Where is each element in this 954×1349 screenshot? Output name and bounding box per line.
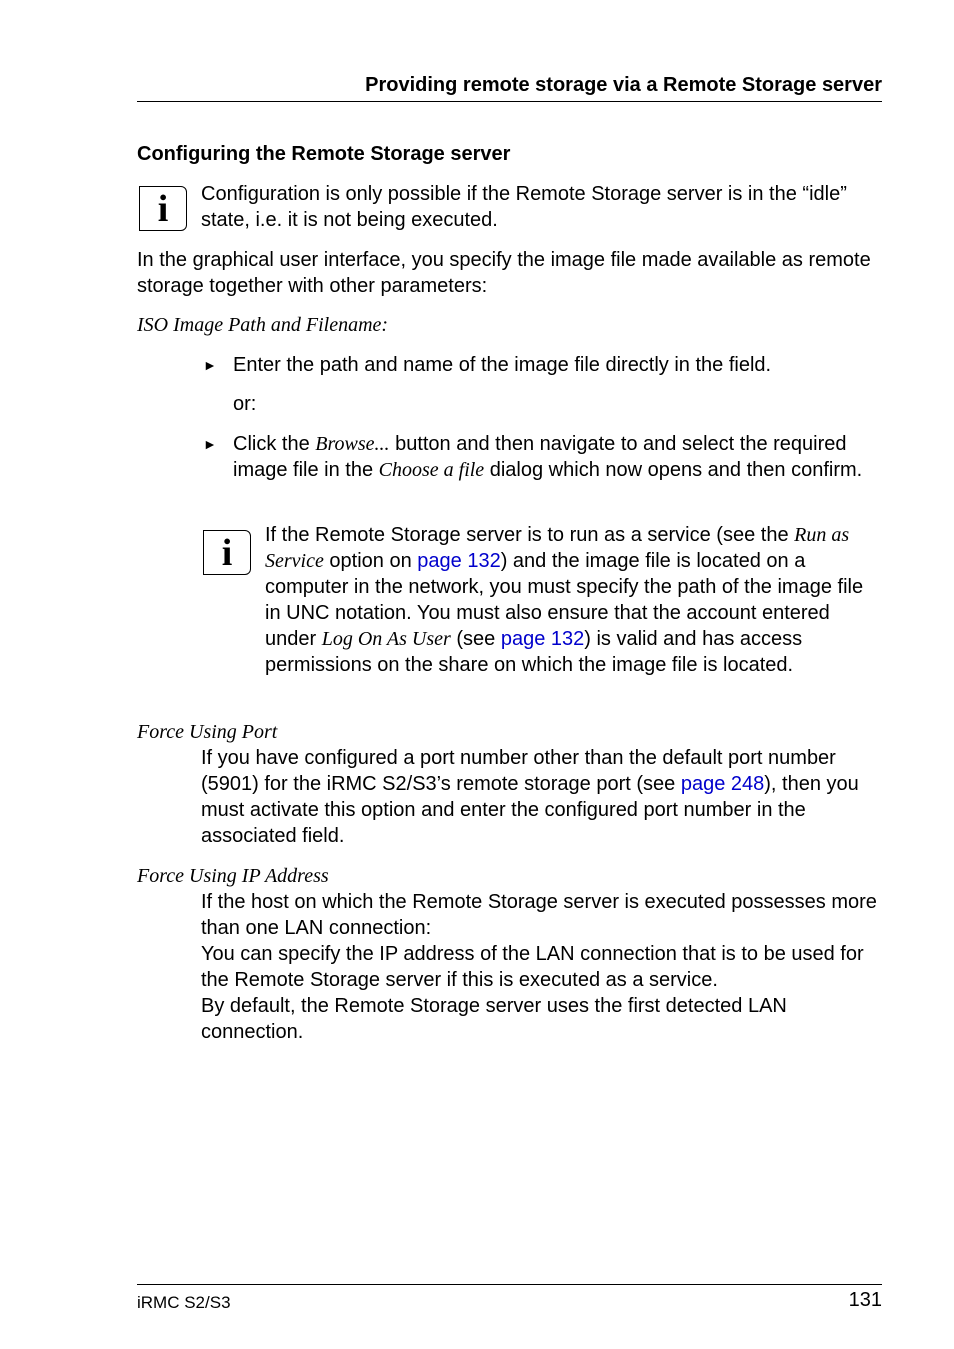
page-link-248[interactable]: page 248: [680, 773, 765, 795]
page-link-132[interactable]: page 132: [417, 550, 501, 572]
info-note-unc-path: If the Remote Storage server is to run as a service (see the Run as Service option on page 132) and the image file is located on a computer in the network, you must specify the path of the image file in UNC notation. You must also ensure that the account entered under Log On As User (see page 132) is valid and has access permissions on the share on which the image file is located.: [265, 524, 864, 676]
page-link-132[interactable]: page 132: [500, 628, 585, 650]
info-icon: i: [203, 530, 251, 575]
term-force-using-ip: Force Using IP Address: [137, 865, 329, 887]
footer-divider: [137, 1284, 882, 1285]
info-note-idle-state: Configuration is only possible if the Remote Storage server is in the “idle” state, i.e. it is not being executed.: [201, 183, 847, 231]
log-on-as-user-ref: Log On As User: [321, 628, 451, 650]
intro-paragraph: In the graphical user interface, you specify the image file made available as remote storage together with other parameters:: [137, 249, 871, 297]
force-ip-description: If the host on which the Remote Storage server is executed possesses more than one LAN connection: You can specify the IP address of the LAN connection that is to be used for the Remote Storage server if this is executed as a service. By default, the Remote Storage server uses the first detected LAN connection.: [201, 891, 877, 1043]
run-as-service-ref: Run as Service: [265, 524, 850, 572]
bullet-arrow-icon: ►: [203, 436, 217, 452]
bullet-arrow-icon: ►: [203, 357, 217, 373]
or-separator: or:: [233, 393, 257, 415]
force-port-description: If you have configured a port number other than the default port number (5901) for the iRMC S2/S3’s remote storage port (see page 248), then you must activate this option and enter the configured port number in the associated field.: [201, 747, 859, 847]
page-number: 131: [848, 1289, 882, 1311]
page-header-title: Providing remote storage via a Remote Storage server: [365, 74, 882, 96]
step-enter-path: Enter the path and name of the image file directly in the field.: [233, 354, 772, 376]
term-iso-image-path: ISO Image Path and Filename:: [137, 314, 389, 336]
browse-button-ref: Browse...: [315, 433, 390, 455]
header-divider: [137, 101, 882, 102]
term-force-using-port: Force Using Port: [137, 721, 278, 743]
info-icon: i: [139, 186, 187, 231]
section-heading: Configuring the Remote Storage server: [137, 143, 511, 165]
choose-file-dialog-ref: Choose a file: [378, 459, 485, 481]
footer-product: iRMC S2/S3: [137, 1293, 231, 1312]
step-browse: Click the Browse... button and then navigate to and select the required image file in the Choose a file dialog which now opens and then confirm.: [233, 433, 863, 481]
